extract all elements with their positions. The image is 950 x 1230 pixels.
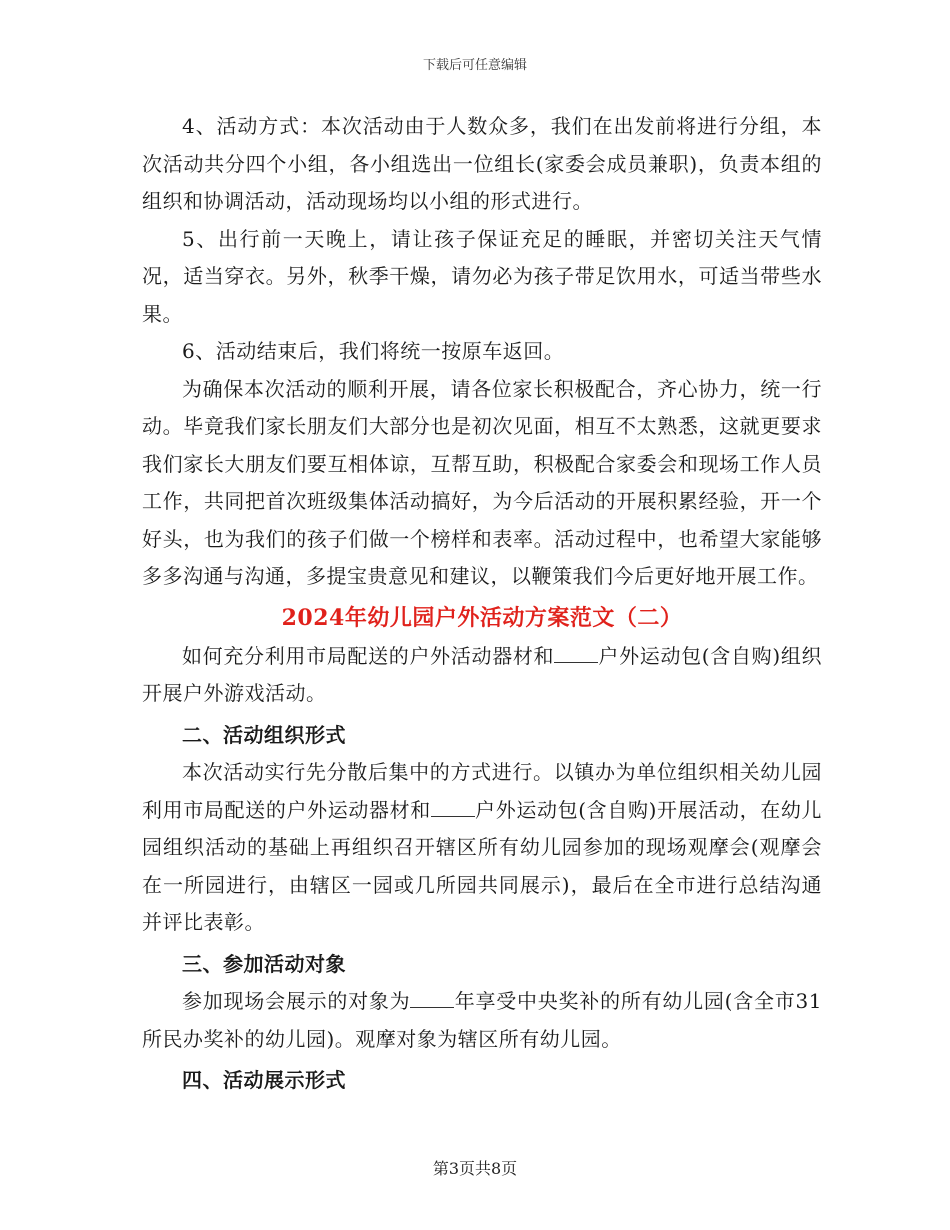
- page-header: 下载后可任意编辑: [422, 58, 527, 73]
- paragraph-item-5: 5、出行前一天晚上，请让孩子保证充足的睡眠，并密切关注天气情况，适当穿衣。另外，秋季干燥，请勿必为孩子带足饮用水，可适当带些水果。: [142, 226, 822, 326]
- section-heading-4: 四、活动展示形式: [182, 1068, 346, 1092]
- section2-text-after: 户外运动包(含自购)开展活动，在幼儿园组织活动的基础上再组织召开辖区所有幼儿园参加的现场观摩会(观摩会在一所园进行，由辖区一园或几所园共同展示)，最后在全市进行总结沟通并评比表彰。: [142, 797, 822, 934]
- paragraph-closing: 为确保本次活动的顺利开展，请各位家长积极配合，齐心协力，统一行动。毕竟我们家长朋友们大部分也是初次见面，相互不太熟悉，这就更要求我们家长大朋友们要互相体谅，互帮互助，积极配合家委会和现场工作人员工作，共同把首次班级集体活动搞好，为今后活动的开展积累经验，开一个好头，也为我们的孩子们做一个榜样和表率。活动过程中，也希望大家能够多多沟通与沟通，多提宝贵意见和建议，以鞭策我们今后更好地开展工作。: [142, 376, 822, 588]
- blank-underline: [554, 644, 598, 663]
- blank-underline: [410, 989, 454, 1008]
- section-heading-3: 三、参加活动对象: [182, 951, 346, 976]
- section3-text-before: 参加现场会展示的对象为: [182, 989, 411, 1013]
- paragraph-item-4: 4、活动方式：本次活动由于人数众多，我们在出发前将进行分组，本次活动共分四个小组，各小组选出一位组长(家委会成员兼职)，负责本组的组织和协调活动，活动现场均以小组的形式进行。: [142, 114, 822, 213]
- section-paragraph-3: [142, 983, 822, 1058]
- document-body: [142, 108, 822, 1100]
- section-paragraph-2: [142, 754, 822, 942]
- section2-text-before: 本次活动实行先分散后集中的方式进行。以镇办为单位组织相关幼儿园利用市局配送的户外运动器材和: [142, 760, 822, 822]
- intro-text-after: 户外运动包(含自购)组织开展户外游戏活动。: [142, 643, 822, 705]
- intro-paragraph: [142, 638, 822, 713]
- page-footer: 第3页共8页: [432, 1159, 518, 1178]
- blank-underline: [431, 798, 475, 817]
- section3-text-after: 年享受中央奖补的所有幼儿园(含全市31所民办奖补的幼儿园)。观摩对象为辖区所有幼儿园。: [142, 989, 822, 1051]
- document-title: 2024年幼儿园户外活动方案范文（二）: [281, 604, 683, 631]
- intro-text-before: 如何充分利用市局配送的户外活动器材和: [182, 643, 555, 668]
- paragraph-item-6: 6、活动结束后，我们将统一按原车返回。: [182, 339, 565, 363]
- section-heading-2: 二、活动组织形式: [182, 722, 346, 747]
